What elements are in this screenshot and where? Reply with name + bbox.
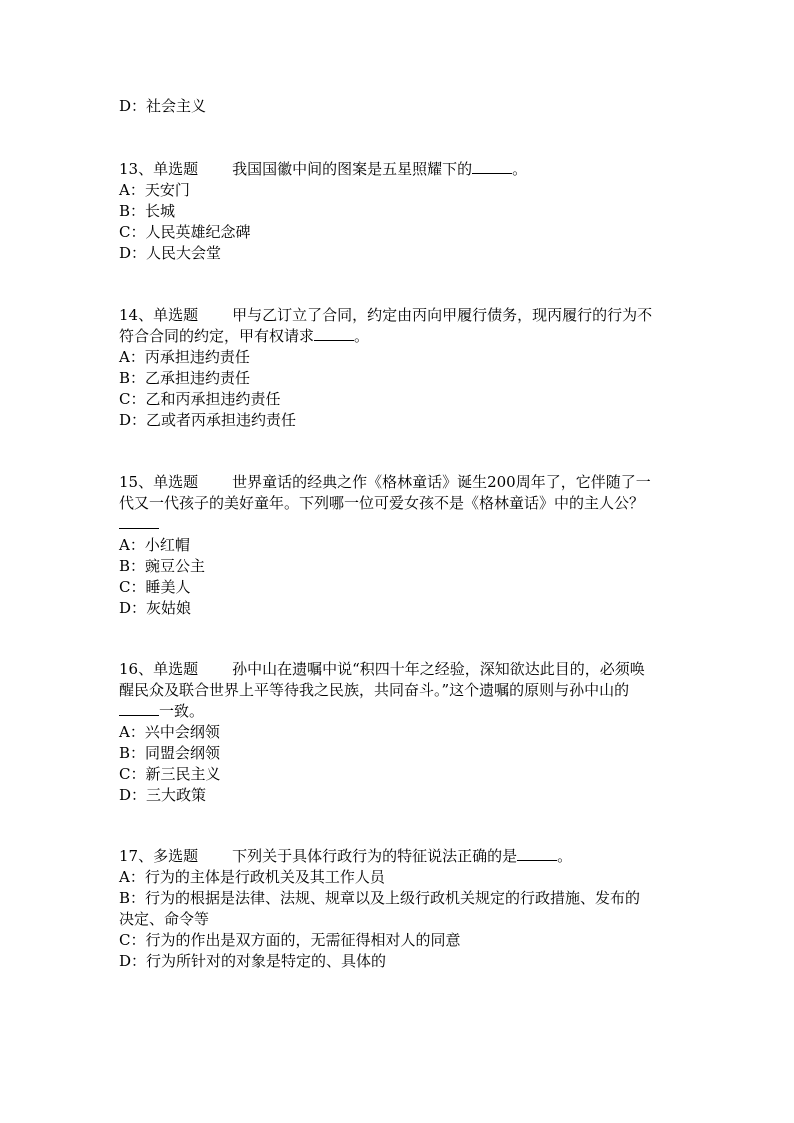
- option-d: D：三大政策: [119, 786, 207, 804]
- option-b: B：同盟会纲领: [119, 744, 221, 762]
- option-a: A：天安门: [119, 181, 190, 199]
- question-number: 14、单选题: [119, 306, 199, 324]
- option-b-continued: 决定、命令等: [119, 910, 210, 928]
- question-stem-line: 代又一代孩子的美好童年。下列哪一位可爱女孩不是《格林童话》中的主人公？: [119, 494, 645, 512]
- option-a: A：行为的主体是行政机关及其工作人员: [119, 868, 385, 886]
- option-d: D：人民大会堂: [119, 244, 222, 262]
- option-a: A：丙承担违约责任: [119, 348, 250, 366]
- question-stem-line: 14、单选题 甲与乙订立了合同，约定由丙向甲履行债务，现丙履行的行为不: [119, 306, 653, 324]
- question-stem-line: 17、多选题 下列关于具体行政行为的特征说法正确的是 。: [119, 847, 573, 865]
- question-stem-line: [119, 514, 159, 535]
- answer-blank: [314, 339, 354, 341]
- option-a: A：兴中会纲领: [119, 723, 220, 741]
- question-stem-line: 13、单选题 我国国徽中间的图案是五星照耀下的 。: [119, 160, 528, 178]
- option-d-prev: D：社会主义: [119, 97, 207, 115]
- option-c: C：新三民主义: [119, 765, 221, 783]
- question-number: 13、单选题: [119, 160, 199, 178]
- question-stem-line: 16、单选题 孙中山在遗嘱中说“积四十年之经验，深知欲达此目的，必须唤: [119, 660, 645, 678]
- answer-blank: [472, 172, 512, 174]
- option-d: D：灰姑娘: [119, 599, 192, 617]
- question-number: 17、多选题: [119, 847, 199, 865]
- option-b: B：行为的根据是法律、法规、规章以及上级行政机关规定的行政措施、发布的: [119, 889, 641, 907]
- question-stem-line: 一致。: [119, 701, 204, 722]
- answer-blank: [119, 527, 159, 529]
- option-b: B：长城: [119, 202, 176, 220]
- question-stem-line: 符合合同的约定，甲有权请求 。: [119, 327, 370, 345]
- option-c: C：睡美人: [119, 578, 191, 596]
- option-c: C：行为的作出是双方面的，无需征得相对人的同意: [119, 931, 461, 949]
- question-stem-line: 醒民众及联合世界上平等待我之民族，共同奋斗。”这个遗嘱的原则与孙中山的: [119, 681, 630, 699]
- question-stem-line: 15、单选题 世界童话的经典之作《格林童话》诞生200周年了，它伴随了一: [119, 473, 651, 491]
- option-d: D：行为所针对的对象是特定的、具体的: [119, 952, 387, 970]
- question-number: 15、单选题: [119, 473, 199, 491]
- answer-blank: [517, 859, 557, 861]
- option-c: C：乙和丙承担违约责任: [119, 390, 281, 408]
- option-d: D：乙或者丙承担违约责任: [119, 411, 297, 429]
- question-number: 16、单选题: [119, 660, 199, 678]
- answer-blank: [119, 714, 159, 716]
- option-b: B：豌豆公主: [119, 557, 206, 575]
- option-a: A：小红帽: [119, 536, 190, 554]
- option-c: C：人民英雄纪念碑: [119, 223, 251, 241]
- option-b: B：乙承担违约责任: [119, 369, 251, 387]
